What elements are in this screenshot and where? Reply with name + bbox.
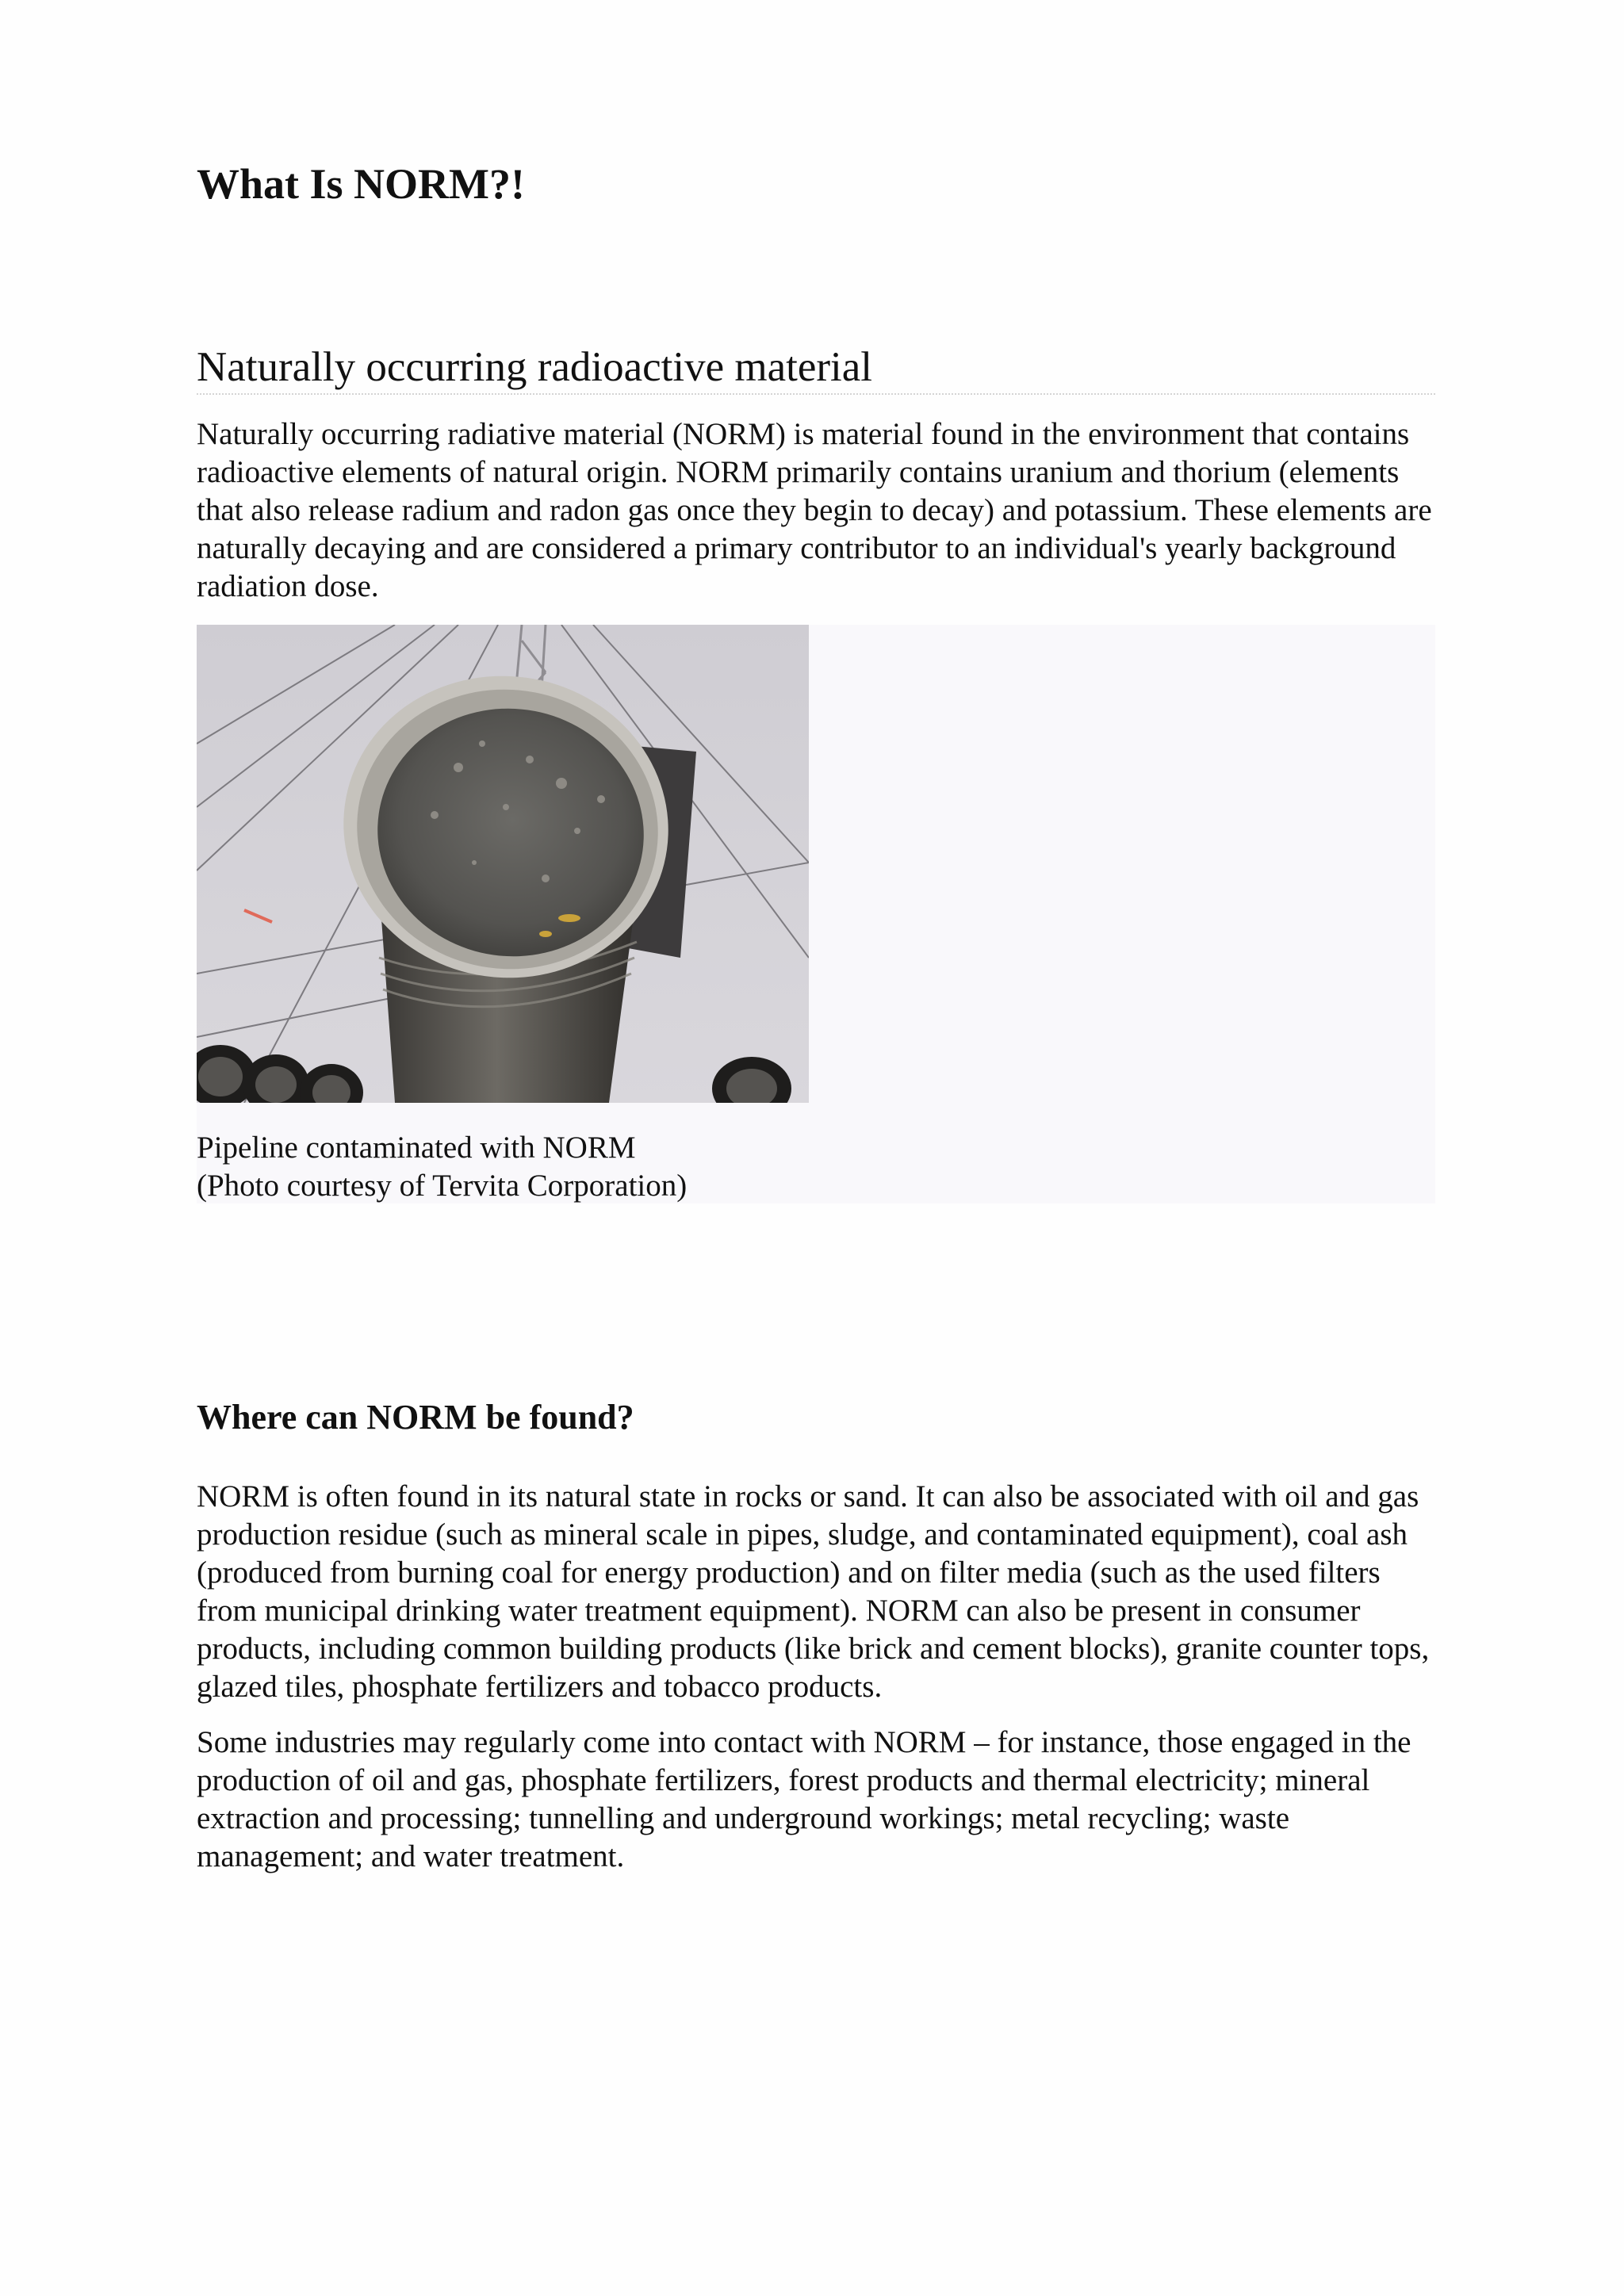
intro-paragraph: Naturally occurring radiative material (NORM) is material found in the environment that contains radioactive elements of natural origin. NORM primarily contains uranium and thorium (elements that also release radium and radon gas once they begin to decay) and potassium. These elements are naturally decaying and are considered a primary contributor to an individual's yearly background radiation dose. xyxy=(197,417,1432,603)
caption-line-1: Pipeline contaminated with NORM xyxy=(197,1131,636,1165)
where-heading: Where can NORM be found? xyxy=(197,1398,634,1437)
figure xyxy=(197,625,1435,1203)
where-paragraph-2: Some industries may regularly come into contact with NORM – for instance, those engaged in the production of oil and gas, phosphate fertilizers, forest products and thermal electricity; mineral extraction and processing; tunnelling and underground workings; metal recycling; waste management; and water treatment. xyxy=(197,1725,1411,1873)
pipeline-photo xyxy=(197,625,809,1103)
document-title: What Is NORM?! xyxy=(197,160,525,208)
caption-line-2: (Photo courtesy of Tervita Corporation) xyxy=(197,1169,688,1203)
section-title: Naturally occurring radioactive material xyxy=(197,342,1435,395)
where-paragraph-1: NORM is often found in its natural state in rocks or sand. It can also be associated with oil and gas production residue (such as mineral scale in pipes, sludge, and contaminated equipment), coal ash (produced from burning coal for energy production) and on filter media (such as the used filters from municipal drinking water treatment equipment). NORM can also be present in consumer products, including common building products (like brick and cement blocks), granite counter tops, glazed tiles, phosphate fertilizers and tobacco products. xyxy=(197,1479,1430,1704)
figure-caption xyxy=(197,1129,687,1205)
